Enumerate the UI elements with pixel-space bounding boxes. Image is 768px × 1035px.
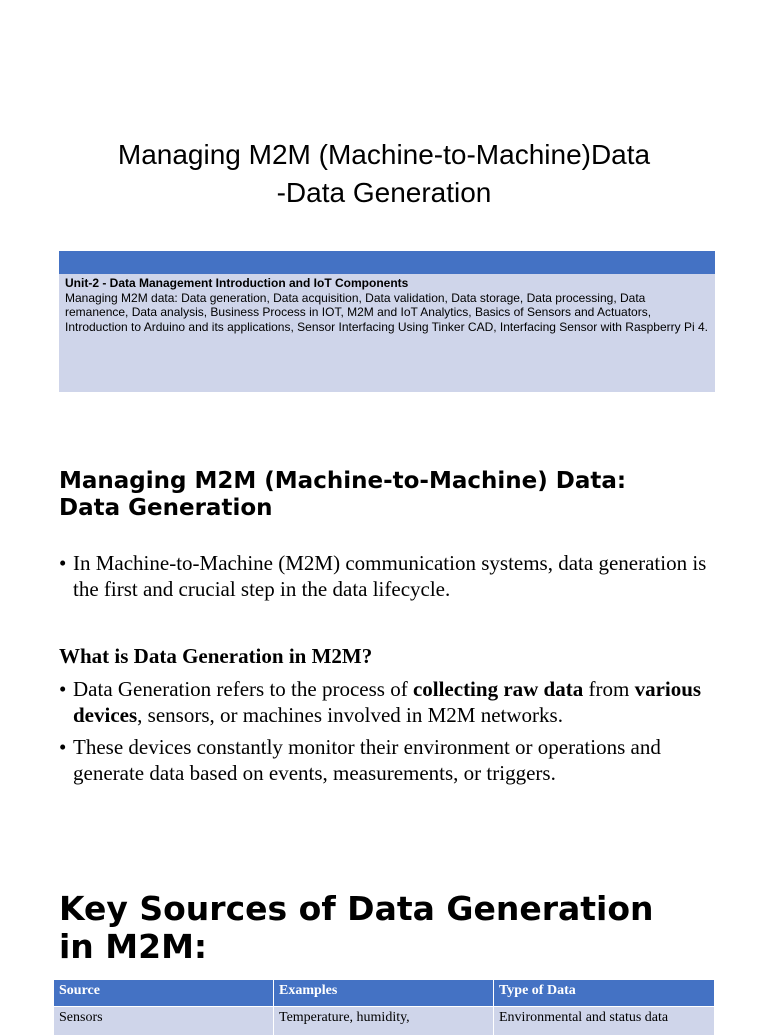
unit-description: Managing M2M data: Data generation, Data acquisition, Data validation, Data storage, Data processing, Data remanence, Data analysis, Business Process in IOT, M2M and IoT Analytics, Basics of Sensors and Actuators, Introduction to Arduino and its applications, Sensor Interfacing Using Tinker CAD, Interfacing Sensor with Raspberry Pi 4. xyxy=(65,291,709,335)
sub-heading: What is Data Generation in M2M? xyxy=(59,643,372,669)
table-cell: Environmental and status data xyxy=(494,1007,715,1035)
unit-table-header-bar xyxy=(59,251,715,274)
key-sources-heading-line-2: in M2M: xyxy=(59,928,749,966)
unit-heading: Unit-2 - Data Management Introduction and IoT Components xyxy=(65,276,709,291)
key-sources-table xyxy=(53,980,715,1035)
page-title-line-2: -Data Generation xyxy=(40,174,728,212)
bullet-emphasis: various devices xyxy=(73,677,701,727)
section-heading-line-2: Data Generation xyxy=(59,495,739,522)
table-cell: Temperature, humidity, xyxy=(274,1007,494,1035)
unit-table-body xyxy=(59,274,715,392)
table-header-row xyxy=(54,980,715,1007)
bullet-item xyxy=(59,735,729,786)
bullet-marker: • xyxy=(59,677,66,703)
column-header-examples: Examples xyxy=(274,980,494,1007)
unit-syllabus-table xyxy=(59,251,715,392)
bullet-marker: • xyxy=(59,735,66,761)
bullet-item xyxy=(59,677,729,728)
page-title-line-1: Managing M2M (Machine-to-Machine)Data xyxy=(40,136,728,174)
page-title xyxy=(40,136,728,212)
bullet-text-part: from xyxy=(583,677,634,701)
key-sources-heading-line-1: Key Sources of Data Generation xyxy=(59,890,749,928)
bullet-text-part: Data Generation refers to the process of xyxy=(73,677,413,701)
bullet-text-part: , sensors, or machines involved in M2M networks. xyxy=(137,703,563,727)
key-sources-heading xyxy=(59,890,749,966)
bullet-text: In Machine-to-Machine (M2M) communication systems, data generation is the first and crucial step in the data lifecycle. xyxy=(73,551,706,601)
bullet-emphasis: collecting raw data xyxy=(413,677,583,701)
section-heading-line-1: Managing M2M (Machine-to-Machine) Data: xyxy=(59,468,739,495)
bullet-marker: • xyxy=(59,551,66,577)
bullet-item xyxy=(59,551,729,602)
table-row xyxy=(54,1007,715,1035)
bullet-text: These devices constantly monitor their environment or operations and generate data based on events, measurements, or triggers. xyxy=(73,735,661,785)
section-heading xyxy=(59,468,739,522)
column-header-source: Source xyxy=(54,980,274,1007)
table-cell: Sensors xyxy=(54,1007,274,1035)
column-header-type-of-data: Type of Data xyxy=(494,980,715,1007)
